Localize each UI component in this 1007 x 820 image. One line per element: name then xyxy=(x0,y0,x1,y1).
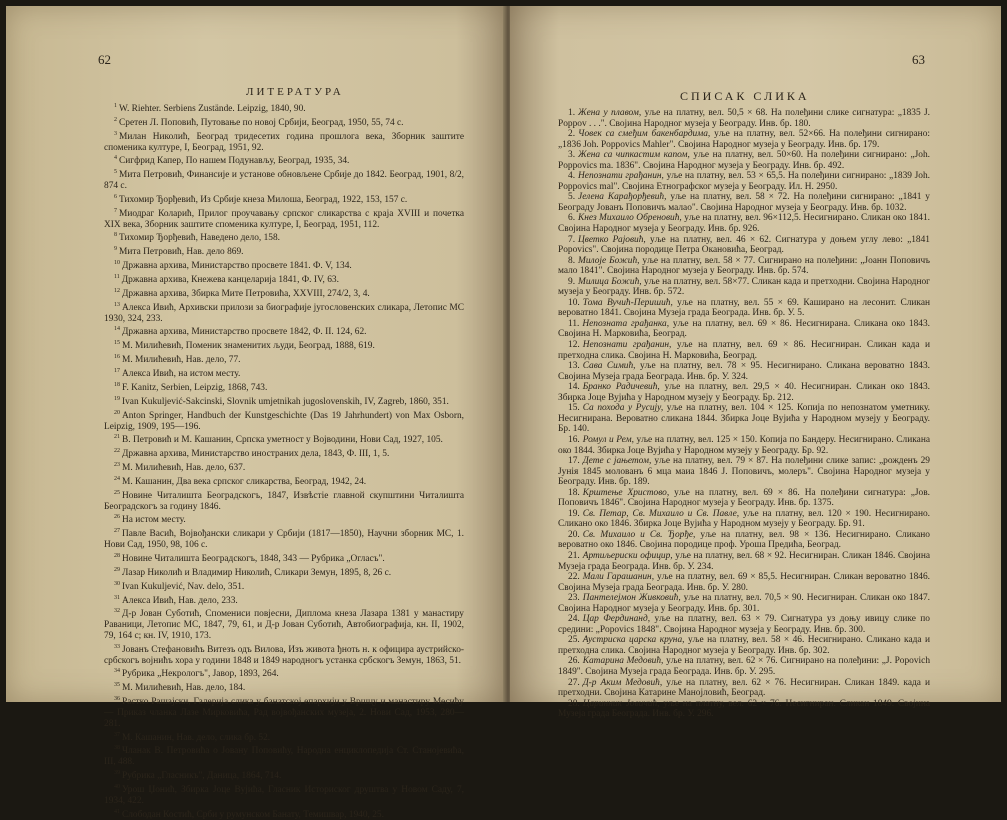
entry-text: Тихомир Ђорђевић, Наведено дело, 158. xyxy=(119,234,280,244)
entry-number: 23. xyxy=(568,593,580,603)
illustration-entry xyxy=(558,656,930,677)
bibliography-entry xyxy=(104,432,464,446)
entry-text: Државна архива, Министарство просвете 1842, Ф. II. 124, 62. xyxy=(122,328,367,338)
illustration-entry xyxy=(558,403,930,435)
entry-text: В. Петровић и М. Кашанин, Српска уметност у Војводини, Нови Сад, 1927, 105. xyxy=(122,435,443,445)
bibliography-entry xyxy=(104,565,464,579)
footnote-number: 18 xyxy=(114,382,120,388)
bibliography-entry xyxy=(104,807,464,820)
footnote-number: 9 xyxy=(114,246,117,252)
bibliography-entry xyxy=(104,244,464,258)
entry-text: Рубрика „Гласникъ", Даница, 1864, 714. xyxy=(122,771,281,781)
painting-title: Непознати грађанин, xyxy=(583,340,672,350)
entry-number: 26. xyxy=(568,656,580,666)
entry-number: 4. xyxy=(568,171,575,181)
entry-number: 6. xyxy=(568,213,575,223)
painting-title: Аустриска царска круна, xyxy=(583,635,685,645)
illustration-entry xyxy=(558,256,930,277)
footnote-number: 21 xyxy=(114,434,120,440)
entry-number: 7. xyxy=(568,235,575,245)
bibliography-entry xyxy=(104,101,464,115)
footnote-number: 30 xyxy=(114,581,120,587)
bibliography-entry xyxy=(104,286,464,300)
painting-title: Дете с јањетом, xyxy=(583,456,652,466)
entry-number: 17. xyxy=(568,456,580,466)
bibliography-entry xyxy=(104,694,464,729)
illustration-entry xyxy=(558,150,930,171)
entry-text: Државна архива, Кнежева канцеларија 1841, Ф. IV, 63. xyxy=(122,275,339,285)
bibliography-entry xyxy=(104,551,464,565)
entry-number: 9. xyxy=(568,277,575,287)
bibliography-entry xyxy=(104,666,464,680)
footnote-number: 11 xyxy=(114,274,120,280)
footnote-number: 28 xyxy=(114,553,120,559)
painting-title: Крштење Христово, xyxy=(583,488,669,498)
illustration-entry xyxy=(558,382,930,403)
bibliography-entry xyxy=(104,129,464,154)
bibliography-entry xyxy=(104,206,464,231)
illustration-entry xyxy=(558,530,930,551)
entry-text: Алекса Ивић, на истом месту. xyxy=(122,369,240,379)
entry-number: 11. xyxy=(568,319,579,329)
illustration-entry xyxy=(558,488,930,509)
illustration-entry xyxy=(558,699,930,720)
entry-text: Алекса Ивић, Архивски прилози за биографије југословенских сликара, Летопис МС 1930, 324, 233. xyxy=(104,303,464,324)
bibliography-entry xyxy=(104,352,464,366)
footnote-number: 15 xyxy=(114,340,120,346)
illustration-entry xyxy=(558,435,930,456)
entry-text: уље на платну, вел. 58×77. Сликан када и претходни. Својина Народног музеја у Београду. Инв. бр. 572. xyxy=(558,277,930,298)
painting-title: Царинник Јовичић, xyxy=(583,699,660,709)
entry-text: уље на платну, вел. 104 × 125. Копија по непознатом уметнику. Несигнирана. Вероватно сликана 1844. Збирка Јоце Вујића у Народном музеју у Београду. Бр. 140. xyxy=(558,403,930,434)
footnote-number: 39 xyxy=(114,770,120,776)
page-number: 62 xyxy=(98,52,111,68)
entry-text: уље на платну, вел. 69 × 86. Несигнирана. Сликана око 1843. Својина Н. Марковића, Београд. xyxy=(558,319,930,340)
footnote-number: 37 xyxy=(114,732,120,738)
painting-title: Са похода у Русију, xyxy=(583,403,663,413)
footnote-number: 7 xyxy=(114,208,117,214)
entry-number: 13. xyxy=(568,361,580,371)
footnote-number: 2 xyxy=(114,117,117,123)
footnote-number: 20 xyxy=(114,410,120,416)
bibliography-entry xyxy=(104,488,464,513)
entry-text: уље на платну, вел. 55 × 69. Каширано на лесонит. Сликан вероватно 1841. Својина Музеја града Београда. Инв. бр. У. 5. xyxy=(558,298,930,319)
painting-title: Жена у плавом, xyxy=(578,108,641,118)
illustration-entry xyxy=(558,235,930,256)
bibliography-entry xyxy=(104,642,464,667)
entry-number: 8. xyxy=(568,256,575,266)
entry-text: Алекса Ивић, Нав. дело, 233. xyxy=(122,596,238,606)
entry-number: 27. xyxy=(568,678,580,688)
painting-title: Д-р Аким Медовић, xyxy=(583,678,662,688)
page-heading: СПИСАК СЛИКА xyxy=(680,89,810,104)
bibliography-entry xyxy=(104,192,464,206)
entry-text: Anton Springer, Handbuch der Kunstgeschichte (Das 19 Jahrhundert) von Max Osborn, Leipzig, 1909, 195—196. xyxy=(104,411,464,432)
footnote-number: 1 xyxy=(114,103,117,109)
page-number: 63 xyxy=(912,52,925,68)
entry-number: 18. xyxy=(568,488,580,498)
bibliography-list xyxy=(104,101,464,820)
entry-text: Слободан Костић, Срби у румунском Банату, Темишвар, 1940, 25. xyxy=(122,810,384,820)
entry-text: уље на платну, вел. 69 × 86. На полеђини сигнатура: „Јов. Поповичъ 1846". Својина Народног музеја у Београду. Инв. бр. 1375. xyxy=(558,488,930,509)
bibliography-entry xyxy=(104,730,464,744)
illustration-entry xyxy=(558,361,930,382)
entry-text: Милан Николић, Београд тридесетих година прошлога века, Зборник заштите споменика културе, I, Београд, 1951, 92. xyxy=(104,132,464,153)
bibliography-entry xyxy=(104,593,464,607)
bibliography-entry xyxy=(104,380,464,394)
illustration-entry xyxy=(558,171,930,192)
entry-number: 10. xyxy=(568,298,580,308)
footnote-number: 12 xyxy=(114,288,120,294)
entry-text: уље на платну, вел. 63 × 79. Сигнатура уз доњу ивицу слике по средини: „Popovics 1848". Својина Народног музеја у Београду. Инв. бр. 300. xyxy=(558,614,930,635)
footnote-number: 38 xyxy=(114,745,120,751)
entry-text: уље на платну, вел. 125 × 150. Копија по Бандеру. Несигнирано. Сликана око 1844. Збирка Јоце Вујића у Народном музеју у Београду. Бр. 92. xyxy=(558,435,930,456)
entry-text: М. Милићевић, Нав. дело, 637. xyxy=(122,463,245,473)
entry-number: 14. xyxy=(568,382,580,392)
entry-number: 28. xyxy=(568,699,580,709)
entry-text: М. Кашанин, Два века српског сликарства, Београд, 1942, 24. xyxy=(122,477,366,487)
illustration-entry xyxy=(558,192,930,213)
illustration-entry xyxy=(558,509,930,530)
entry-text: Сигфрид Капер, По нашем Подунављу, Београд, 1935, 34. xyxy=(119,157,349,167)
entry-text: уље на платну, вел. 58 × 72. На полеђини сигнирано: „1841 у Београду Јованъ Поповичъ малао". Својина Народног музеја у Београду. Инв. бр. 1032. xyxy=(558,192,930,213)
entry-number: 16. xyxy=(568,435,580,445)
bibliography-entry xyxy=(104,167,464,192)
entry-number: 20. xyxy=(568,530,580,540)
painting-title: Непозната грађанка, xyxy=(582,319,669,329)
entry-number: 21. xyxy=(568,551,580,561)
bibliography-entry xyxy=(104,782,464,807)
illustration-entry xyxy=(558,129,930,150)
entry-text: Чланак В. Петровића о Јовану Поповићу, Народна енциклопедија Ст. Станојевића, III, 488. xyxy=(104,747,464,768)
footnote-number: 40 xyxy=(114,784,120,790)
painting-title: Човек са смеђим бакенбардима, xyxy=(578,129,710,139)
footnote-number: 32 xyxy=(114,608,120,614)
entry-text: Новине Читалишта Београдскогъ, 1847, Извѣстiе главной скупштини Читалишта Београдскогъ за годину 1846. xyxy=(104,491,464,512)
painting-title: Жена са чипкастим капом, xyxy=(578,150,690,160)
painting-title: Св. Михаило и Св. Ђорђе, xyxy=(583,530,696,540)
entry-text: Сретен Л. Поповић, Путовање по новој Србији, Београд, 1950, 55, 74 с. xyxy=(119,118,404,128)
bibliography-entry xyxy=(104,743,464,768)
entry-number: 2. xyxy=(568,129,575,139)
entry-text: Мита Петровић, Нав. дело 869. xyxy=(119,247,244,257)
footnote-number: 33 xyxy=(114,644,120,650)
bibliography-entry xyxy=(104,300,464,325)
footnote-number: 5 xyxy=(114,169,117,175)
left-page xyxy=(6,6,506,702)
footnote-number: 26 xyxy=(114,514,120,520)
footnote-number: 19 xyxy=(114,396,120,402)
painting-title: Сава Симић, xyxy=(583,361,636,371)
footnote-number: 4 xyxy=(114,155,117,161)
footnote-number: 8 xyxy=(114,232,117,238)
bibliography-entry xyxy=(104,230,464,244)
entry-text: уље на платну, вел. 78 × 95. Несигнирано. Сликана вероватно 1843. Својина Музеја града Београда. Инв. бр. У. 324. xyxy=(558,361,930,382)
entry-text: Државна архива, Збирка Мите Петровића, XXVIII, 274/2, 3, 4. xyxy=(122,289,370,299)
entry-text: уље на платну, вел. 58 × 46. Несигнирано. Сликано када и претходна слика. Својина Народног музеја у Београду. Инв. бр. 302. xyxy=(558,635,930,656)
illustration-entry xyxy=(558,635,930,656)
footnote-number: 13 xyxy=(114,302,120,308)
painting-title: Кнез Михаило Обреновић, xyxy=(578,213,682,223)
entry-number: 1. xyxy=(568,108,575,118)
entry-text: уље на платну, вел. 96×112,5. Несигнирано. Сликан око 1841. Својина Народног музеја у Београду. Инв. бр. 926. xyxy=(558,213,930,234)
list-of-illustrations xyxy=(558,108,930,720)
entry-text: уље на платну, вел. 98 × 136. Несигнирано. Сликано вероватно око 1846. Својина породице проф. Уроша Предића, Београд. xyxy=(558,530,930,551)
illustration-entry xyxy=(558,551,930,572)
footnote-number: 23 xyxy=(114,462,120,468)
painting-title: Св. Петар, Св. Михаило и Св. Павле, xyxy=(583,509,739,519)
bibliography-entry xyxy=(104,768,464,782)
bibliography-entry xyxy=(104,446,464,460)
entry-text: уље на платну, вел. 62 × 76. Несигниран. Сликан 1849. када и претходни. Својина Катарине Манојловић, Београд. xyxy=(558,678,930,699)
illustration-entry xyxy=(558,298,930,319)
entry-text: Урош Џонић, Збирка Јоце Вујића, Гласник Историског друштва у Новом Саду, 7, 1934, 422. xyxy=(104,785,464,806)
painting-title: Артиљериски официр, xyxy=(583,551,673,561)
entry-number: 12. xyxy=(568,340,580,350)
footnote-number: 35 xyxy=(114,682,120,688)
entry-text: Тихомир Ђорђевић, Из Србије кнеза Милоша, Београд, 1922, 153, 157 с. xyxy=(119,195,407,205)
entry-text: уље на платну, вел. 62 × 76. Несигниран. Сликан 1849. Својина Музеја града Београда. Инв. бр. У. 296. xyxy=(558,699,930,720)
illustration-entry xyxy=(558,277,930,298)
bibliography-entry xyxy=(104,526,464,551)
bibliography-entry xyxy=(104,512,464,526)
painting-title: Тома Вучић-Перишић, xyxy=(583,298,673,308)
entry-number: 25. xyxy=(568,635,580,645)
bibliography-entry xyxy=(104,366,464,380)
footnote-number: 29 xyxy=(114,567,120,573)
illustration-entry xyxy=(558,108,930,129)
illustration-entry xyxy=(558,340,930,361)
entry-number: 19. xyxy=(568,509,580,519)
footnote-number: 17 xyxy=(114,368,120,374)
bibliography-entry xyxy=(104,474,464,488)
illustration-entry xyxy=(558,614,930,635)
entry-text: Д-р Јован Суботић, Спомениси повјесни, Диплома кнеза Лазара 1381 у манастиру Раваници, Летопис МС, 1847, 79, 61, и Д-р Јован Суботић, Автобиографија, кн. II, 1902, 79, 164 с; кн. IV, 1910, 173. xyxy=(104,610,464,642)
entry-text: уље на платну, вел. 79 × 87. На полеђини слике запис: „рожденъ 29 Јунія 1845 молованъ 6 мца маиа 1846 Ј. Поповичъ, молеръ". Својина Народног музеја у Београду. Инв. бр. 189. xyxy=(558,456,930,487)
painting-title: Милоје Божић, xyxy=(578,256,639,266)
footnote-number: 41 xyxy=(114,809,120,815)
painting-title: Јелена Карађорђевић, xyxy=(578,192,666,202)
illustration-entry xyxy=(558,572,930,593)
painting-title: Ромул и Рем, xyxy=(583,435,634,445)
right-page xyxy=(510,6,1001,702)
entry-number: 22. xyxy=(568,572,580,582)
illustration-entry xyxy=(558,319,930,340)
entry-text: уље на платну, вел. 29,5 × 40. Несигниран. Сликан око 1843. Збирка Јоце Вујића у Народном музеју у Београду. Бр. 212. xyxy=(558,382,930,403)
entry-text: уље на платну, вел. 52×66. На полеђини сигнирано: „1836 Joh. Poppovics Mahler". Својина Народног музеја у Београду. Инв. бр. 179. xyxy=(558,129,930,150)
entry-number: 15. xyxy=(568,403,580,413)
entry-text: уље на платну, вел. 69 × 85,5. Несигниран. Сликан вероватно 1846. Својина Музеја града Београда. Инв. бр. У. 280. xyxy=(558,572,930,593)
painting-title: Бранко Радичевић, xyxy=(583,382,660,392)
entry-text: W. Riehter. Serbiens Zustände. Leipzig, 1840, 90. xyxy=(119,104,306,114)
entry-text: М. Милићевић, Нав. дело, 184. xyxy=(122,683,245,693)
entry-text: уље на платну, вел. 50,5 × 68. На полеђини слике сигнатура: „1835 J. Poppov . . .". Својина Народног музеја у Београду. Инв. бр. 180. xyxy=(558,108,930,129)
footnote-number: 25 xyxy=(114,490,120,496)
painting-title: Катарина Медовић, xyxy=(583,656,664,666)
illustration-entry xyxy=(558,678,930,699)
bibliography-entry xyxy=(104,324,464,338)
entry-text: Растко Рашајски, Галерија слика у банатској епархији у Вршцу и манастиру Месићу — Приказ чланка Лазе Мирковића, Рад војвођанских музеја, 2. Нови Сад, 1953, 280—281. xyxy=(104,697,464,729)
entry-text: Ivan Kukuljević-Sakcinski, Slovnik umjetnikah jugoslovenskih, IV, Zagreb, 1860, 351. xyxy=(122,397,449,407)
entry-text: М. Милићевић, Поменик знаменитих људи, Београд, 1888, 619. xyxy=(122,341,375,351)
footnote-number: 34 xyxy=(114,668,120,674)
entry-text: Јованъ Стефановићъ Витезъ одъ Вилова, Изъ живота ђноть н. к официра аустрийско-србскогъ војнићъ хора у години 1848 и 1849 народногъ устанка србскогъ Земун, 1863, 51. xyxy=(104,645,464,666)
bibliography-entry xyxy=(104,680,464,694)
entry-text: F. Kanitz, Serbien, Leipzig, 1868, 743. xyxy=(122,383,267,393)
entry-text: уље на платну, вел. 62 × 76. Сигнирано на полеђини: „J. Popovich 1849". Својина Музеја града Београда. Инв. бр. У. 295. xyxy=(558,656,930,677)
painting-title: Цар Фердинанд, xyxy=(583,614,650,624)
entry-number: 24. xyxy=(568,614,580,624)
bibliography-entry xyxy=(104,338,464,352)
entry-text: уље на платну, вел. 68 × 92. Несигниран. Сликан 1846. Својина Музеја града Београда. Инв. бр. У. 234. xyxy=(558,551,930,572)
footnote-number: 14 xyxy=(114,326,120,332)
bibliography-entry xyxy=(104,408,464,433)
bibliography-entry xyxy=(104,115,464,129)
footnote-number: 6 xyxy=(114,194,117,200)
painting-title: Мали Гарашанин, xyxy=(583,572,654,582)
bibliography-entry xyxy=(104,579,464,593)
entry-text: Мита Петровић, Финансије и установе обновљене Србије до 1842. Београд, 1901, 8/2, 874 с. xyxy=(104,170,464,191)
illustration-entry xyxy=(558,213,930,234)
entry-text: Државна архива, Министарство просвете 1841. Ф. V, 134. xyxy=(122,261,352,271)
entry-number: 5. xyxy=(568,192,575,202)
bibliography-entry xyxy=(104,606,464,641)
entry-text: М. Кашанин, Нав. дело, слика бр. 52. xyxy=(122,733,270,743)
entry-text: Лазар Николић и Владимир Николић, Сликари Земун, 1895, 8, 26 с. xyxy=(122,568,391,578)
entry-text: На истом месту. xyxy=(122,516,186,526)
painting-title: Пантелејмон Живковић, xyxy=(583,593,681,603)
bibliography-entry xyxy=(104,153,464,167)
entry-text: уље на платну, вел. 120 × 190. Несигнирано. Сликано око 1846. Збирка Јоце Вујића у Народном музеју у Београду. Бр. 91. xyxy=(558,509,930,530)
entry-number: 3. xyxy=(568,150,575,160)
entry-text: уље на платну, вел. 50×60. На полеђини сигнирано: „Joh. Poppovics ma. 1836". Својина Народног музеја у Београду. Инв. бр. 492. xyxy=(558,150,930,171)
entry-text: М. Милићевић, Нав. дело, 77. xyxy=(122,355,241,365)
entry-text: уље на платну, вел. 46 × 62. Сигнатура у доњем углу лево: „1841 Popovics". Својина породице Петра Окановића, Београд. xyxy=(558,235,930,256)
footnote-number: 16 xyxy=(114,354,120,360)
painting-title: Непознати грађанин, xyxy=(578,171,664,181)
footnote-number: 10 xyxy=(114,260,120,266)
entry-text: уље на платну, вел. 70,5 × 90. Несигниран. Сликан око 1847. Својина Народног музеја у Београду. Инв. бр. 301. xyxy=(558,593,930,614)
entry-text: Ivan Kukuljević, Nav. delo, 351. xyxy=(122,582,244,592)
entry-text: уље на платну, вел. 58 × 77. Сигнирано на полеђини: „Јоанн Поповичъ мало 1841". Својина Народног музеја у Београду. Инв. бр. 574. xyxy=(558,256,930,277)
footnote-number: 31 xyxy=(114,595,120,601)
bibliography-entry xyxy=(104,258,464,272)
entry-text: Новине Читалишта Београдскогъ, 1848, 343 — Рубрика „Огласъ". xyxy=(122,554,385,564)
page-heading: ЛИТЕРАТУРА xyxy=(246,86,344,98)
bibliography-entry xyxy=(104,460,464,474)
painting-title: Цветко Рајовић, xyxy=(578,235,646,245)
footnote-number: 3 xyxy=(114,131,117,137)
illustration-entry xyxy=(558,456,930,488)
entry-text: Рубрика „Некрологъ", Јавор, 1893, 264. xyxy=(122,670,279,680)
bibliography-entry xyxy=(104,272,464,286)
footnote-number: 22 xyxy=(114,448,120,454)
footnote-number: 24 xyxy=(114,476,120,482)
entry-text: уље на платну, вел. 53 × 65,5. На полеђини сигнирано: „1839 Joh. Poppovics mal". Својина Етнографског музеја у Београду. Ил. Н. 2950. xyxy=(558,171,930,192)
footnote-number: 27 xyxy=(114,528,120,534)
illustration-entry xyxy=(558,593,930,614)
entry-text: Миодраг Коларић, Прилог проучавању српског сликарства с краја XVIII и почетка XIX века, Зборник заштите споменика културе, I, Београд, 1951, 112. xyxy=(104,209,464,230)
painting-title: Милица Божић, xyxy=(578,277,642,287)
footnote-number: 36 xyxy=(114,696,120,702)
entry-text: Павле Васић, Војвођански сликари у Србији (1817—1850), Научни зборник МС, 1. Нови Сад, 1950, 98, 106 с. xyxy=(104,529,464,550)
entry-text: Државна архива, Министарство иностраних дела, 1843, Ф. III, 1, 5. xyxy=(122,449,389,459)
entry-text: уље на платну, вел. 69 × 86. Несигниран. Сликан када и претходна слика. Својина Н. Марковића, Београд. xyxy=(558,340,930,361)
bibliography-entry xyxy=(104,394,464,408)
